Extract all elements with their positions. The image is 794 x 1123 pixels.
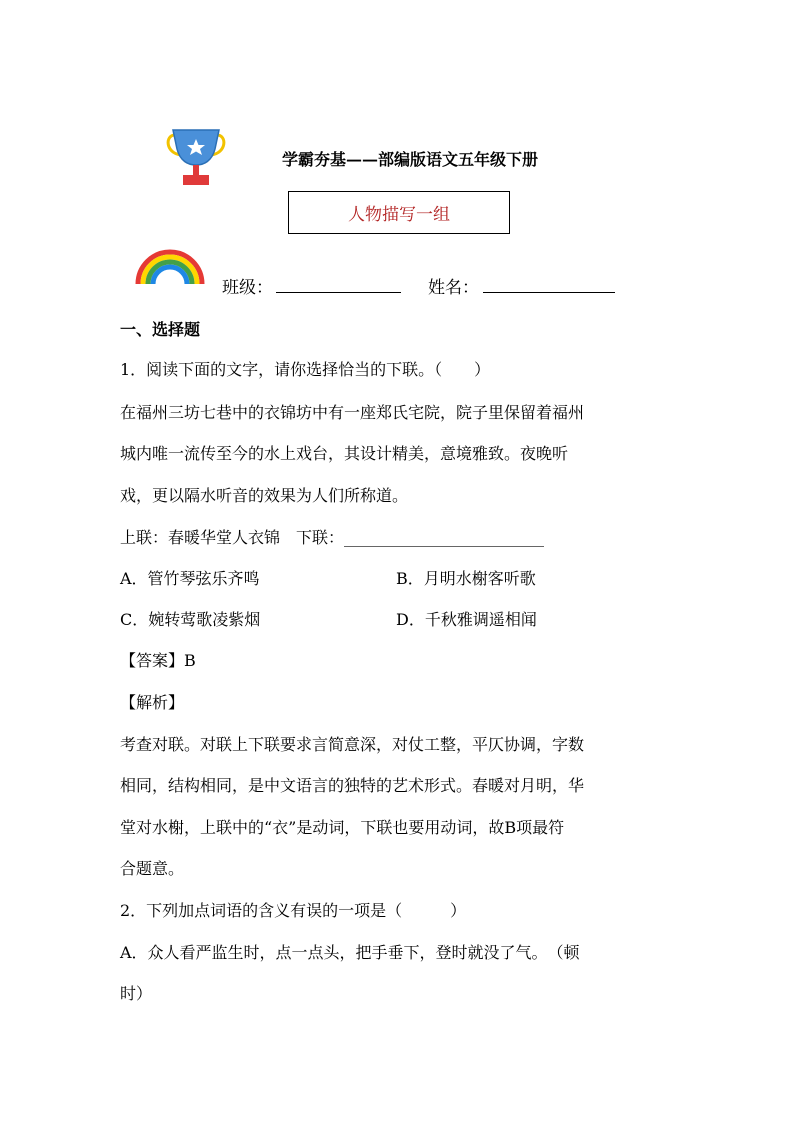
analysis-line: 考查对联。对联上下联要求言简意深，对仗工整，平仄协调，字数 xyxy=(120,735,585,754)
question-2-option-a-cont: 时） xyxy=(120,984,153,1003)
passage-line: 戏，更以隔水听音的效果为人们所称道。 xyxy=(120,486,409,505)
name-blank[interactable] xyxy=(483,292,615,293)
analysis-line: 合题意。 xyxy=(120,859,185,878)
document-title: 学霸夯基——部编版语文五年级下册 xyxy=(282,150,539,169)
analysis-line: 相同，结构相同，是中文语言的独特的艺术形式。春暖对月明，华 xyxy=(120,776,585,795)
trophy-icon xyxy=(165,127,227,189)
analysis-label: 【解析】 xyxy=(120,693,185,712)
answer-label: 【答案】B xyxy=(120,651,196,670)
option-b: B．月明水榭客听歌 xyxy=(396,569,536,588)
couplet-line: 上联：春暖华堂人衣锦 下联：_________________________ xyxy=(120,528,545,547)
question-2-option-a: A．众人看严监生时，点一点头，把手垂下，登时就没了气。 （顿 xyxy=(120,943,580,962)
option-d: D．千秋雅调遥相闻 xyxy=(396,610,537,629)
name-label: 姓名： xyxy=(428,278,479,298)
option-c: C．婉转莺歌凌紫烟 xyxy=(120,610,261,629)
analysis-line: 堂对水榭，上联中的“衣”是动词，下联也要用动词，故B项最符 xyxy=(120,818,565,837)
topic-title: 人物描写一组 xyxy=(348,205,450,225)
class-label: 班级： xyxy=(222,278,273,298)
question-1-stem: 1．阅读下面的文字，请你选择恰当的下联。（ ） xyxy=(120,360,491,379)
class-blank[interactable] xyxy=(276,292,401,293)
rainbow-icon xyxy=(133,246,207,286)
option-a: A．管竹琴弦乐齐鸣 xyxy=(120,569,260,588)
passage-line: 在福州三坊七巷中的衣锦坊中有一座郑氏宅院，院子里保留着福州 xyxy=(120,403,585,422)
section-heading: 一、选择题 xyxy=(120,320,201,339)
question-2-stem: 2．下列加点词语的含义有误的一项是（ ） xyxy=(120,901,467,920)
passage-line: 城内唯一流传至今的水上戏台，其设计精美，意境雅致。夜晚听 xyxy=(120,444,569,463)
topic-box xyxy=(288,191,510,234)
